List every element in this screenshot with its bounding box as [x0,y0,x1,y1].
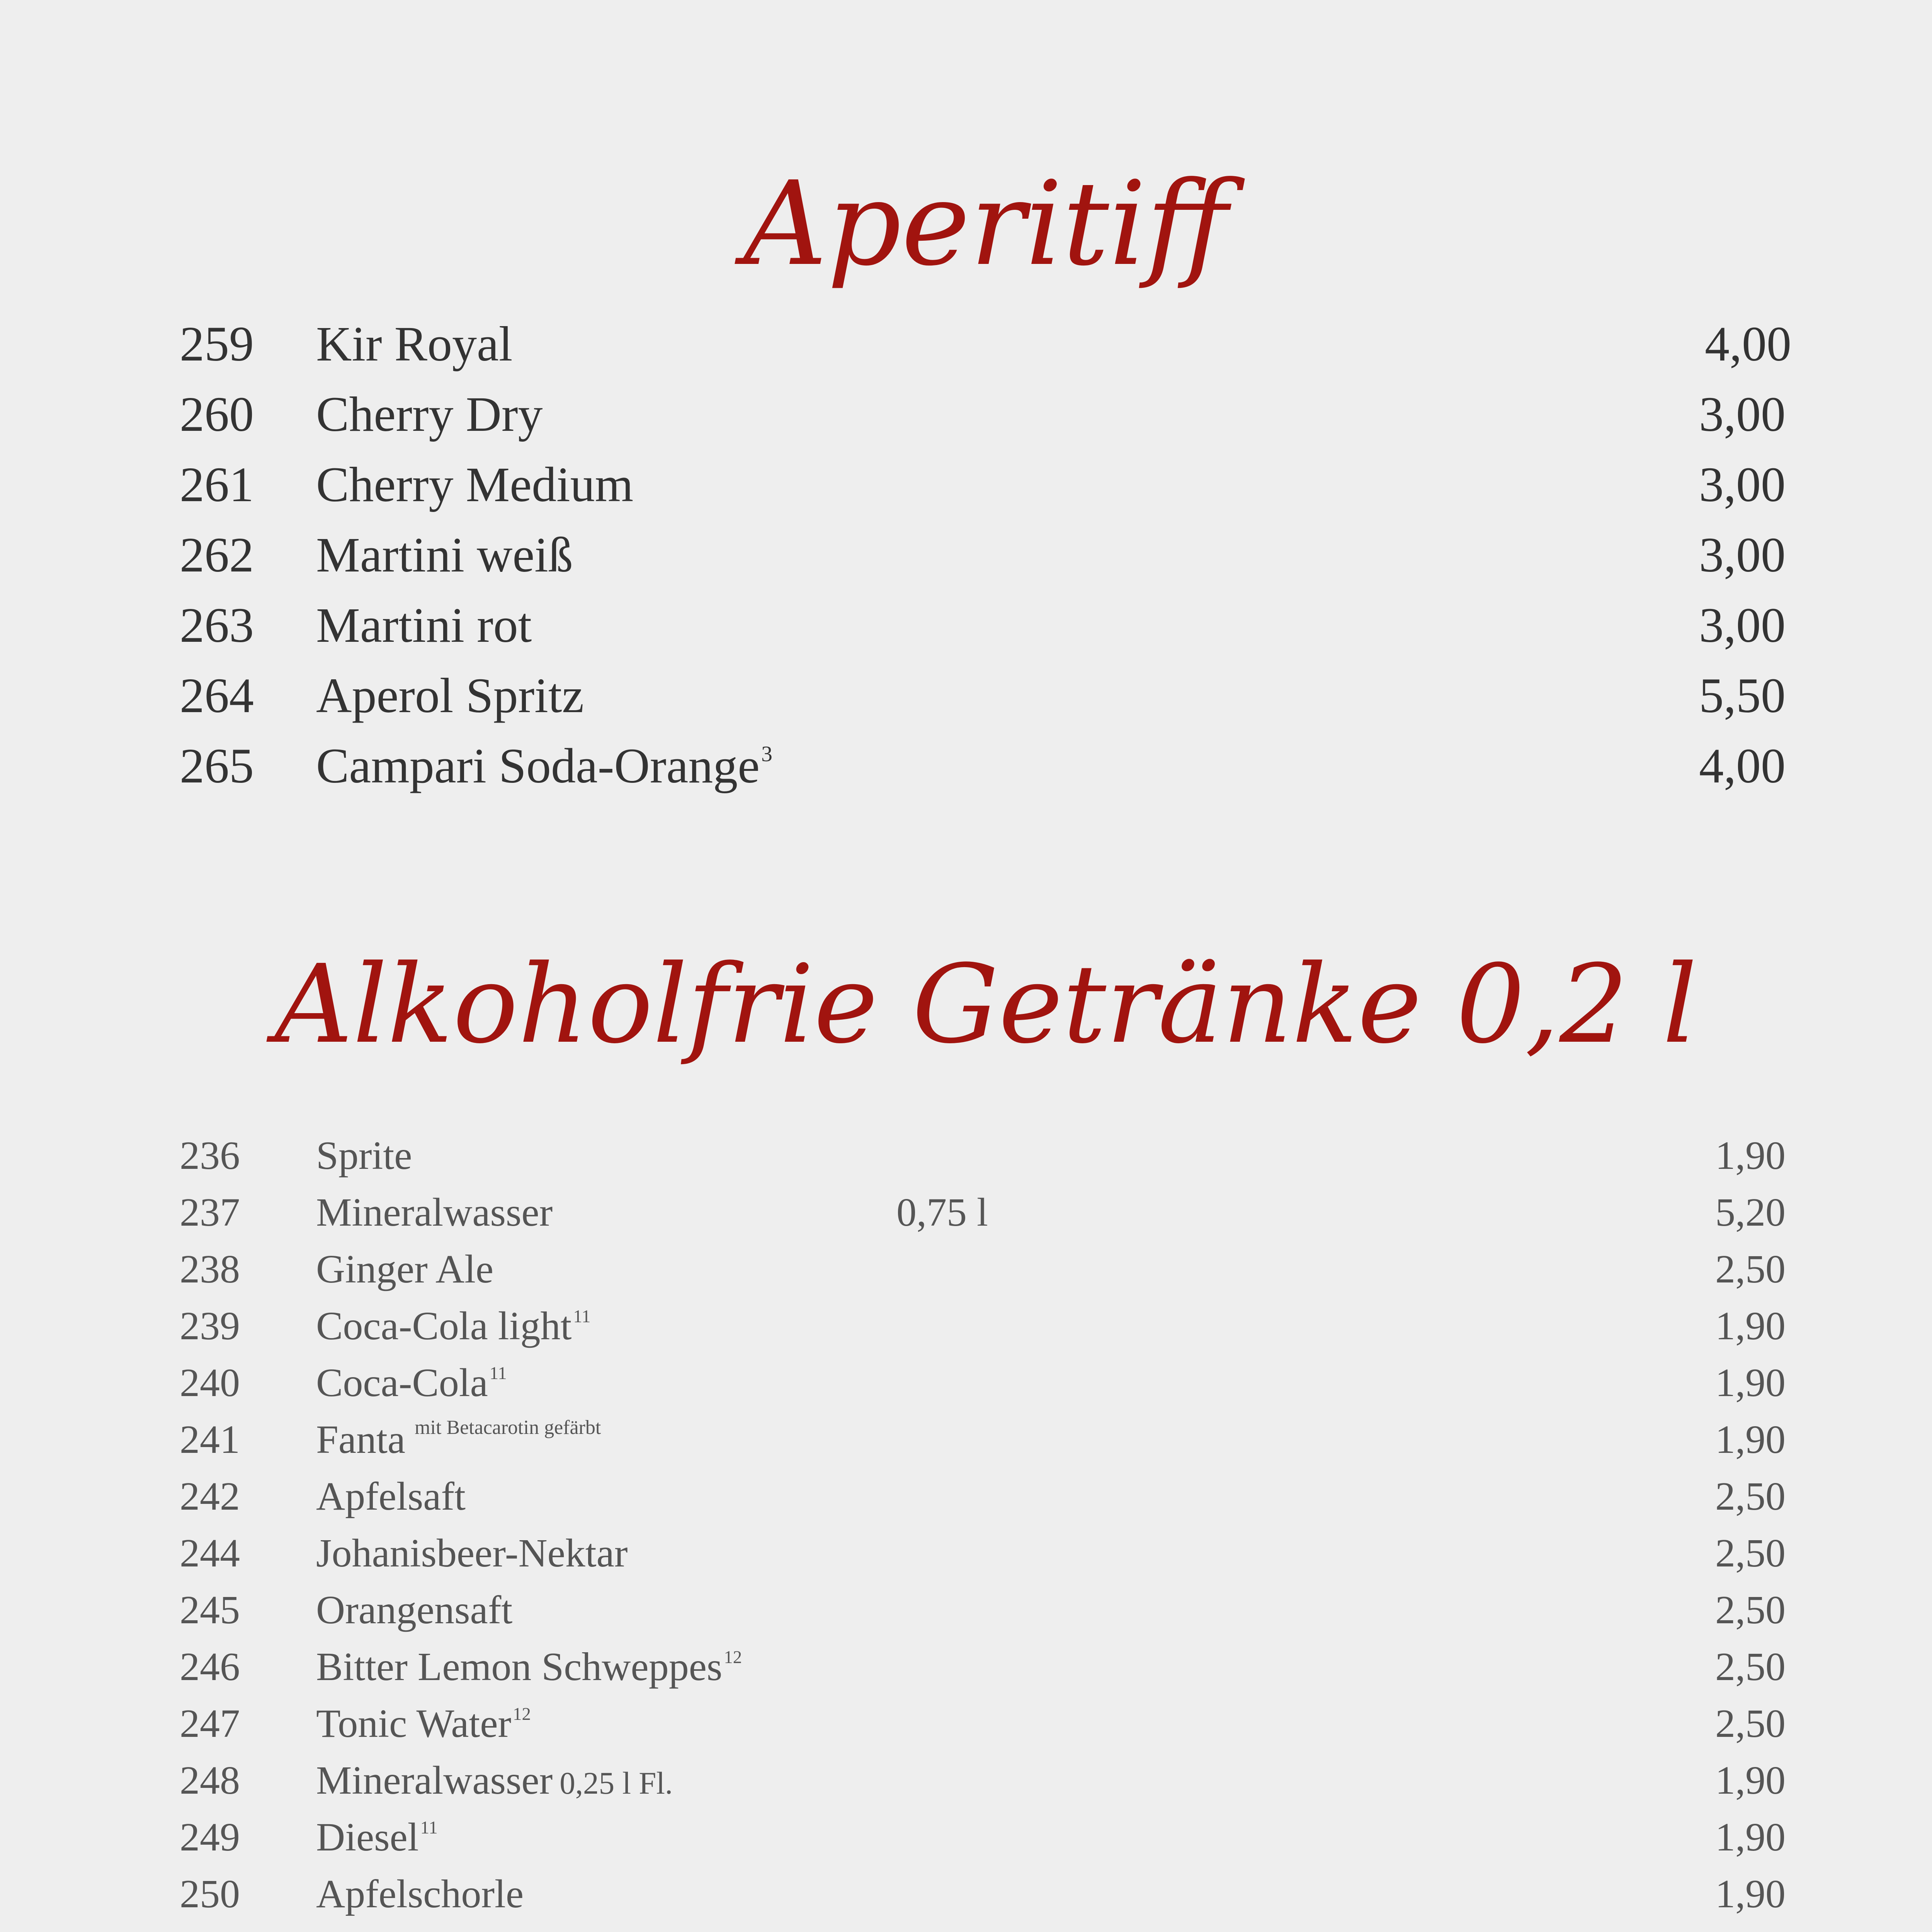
item-volume: 0,25 l Fl. [560,1766,673,1801]
additive-footnote: 3 [761,742,772,767]
item-name: Apfelsaft [316,1474,466,1519]
menu-item [0,1866,1932,1922]
item-price: 3,00 [1699,527,1786,582]
item-price: 1,90 [1715,1304,1786,1348]
item-name: Ginger Ale [316,1247,494,1291]
menu-item [0,1354,1932,1411]
item-price: 2,50 [1715,1531,1786,1575]
item-name [316,1809,438,1866]
additive-footnote: 12 [724,1647,742,1667]
menu-item [0,1241,1932,1298]
menu-item [0,520,1932,590]
menu-item [0,1127,1932,1184]
item-price: 1,90 [1715,1815,1786,1859]
item-number: 262 [180,527,254,582]
item-name: Mineralwasser [316,1190,553,1235]
item-price: 1,90 [1715,1361,1786,1405]
additive-footnote: 12 [513,1704,531,1724]
menu-item [0,661,1932,731]
item-name: Sprite [316,1133,412,1178]
item-price: 4,00 [1705,316,1791,371]
item-price: 1,90 [1715,1133,1786,1178]
menu-item [0,1184,1932,1241]
item-name [316,1638,742,1695]
menu-item [0,590,1932,661]
menu-item [0,309,1932,379]
menu-item [0,379,1932,450]
item-name [316,1298,591,1354]
item-name-text: Diesel [316,1815,419,1859]
item-name-text: Tonic Water [316,1701,512,1746]
item-number: 244 [180,1531,240,1575]
item-number: 250 [180,1872,240,1916]
menu-item [0,731,1932,801]
menu-item [0,1638,1932,1695]
menu-item [0,1752,1932,1809]
item-number: 245 [180,1588,240,1632]
item-price: 3,00 [1699,457,1786,512]
item-volume: 0,75 l [896,1190,988,1235]
item-price: 2,50 [1715,1474,1786,1519]
item-number: 239 [180,1304,240,1348]
item-number: 237 [180,1190,240,1235]
item-name-text: Fanta [316,1417,406,1462]
item-name [316,1752,673,1812]
item-price: 2,50 [1715,1247,1786,1291]
menu-item [0,1525,1932,1582]
item-name [316,731,772,801]
item-number: 260 [180,387,254,442]
item-price: 4,00 [1699,738,1786,793]
additive-footnote: 11 [420,1817,438,1838]
item-number: 261 [180,457,254,512]
item-number: 249 [180,1815,240,1859]
item-name: Kir Royal [316,316,513,371]
item-price: 2,50 [1715,1701,1786,1746]
item-name [316,1354,507,1411]
menu-item [0,1809,1932,1866]
item-name-text: Coca-Cola [316,1361,488,1405]
item-number: 263 [180,598,254,653]
item-number: 247 [180,1701,240,1746]
item-price: 2,50 [1715,1645,1786,1689]
item-name: Martini weiß [316,527,573,582]
menu-item [0,1298,1932,1354]
item-name-text: Campari Soda-Orange [316,738,760,793]
item-number: 248 [180,1758,240,1803]
item-number: 241 [180,1417,240,1462]
item-name: Cherry Dry [316,387,543,442]
item-price: 3,00 [1699,387,1786,442]
menu-item [0,1695,1932,1752]
item-number: 246 [180,1645,240,1689]
item-name [316,1411,601,1468]
item-price: 1,90 [1715,1417,1786,1462]
additive-footnote: 11 [489,1363,507,1383]
item-price: 5,20 [1715,1190,1786,1235]
item-price: 1,90 [1715,1758,1786,1803]
item-name: Aperol Spritz [316,668,584,723]
item-name: Orangensaft [316,1588,513,1632]
item-name-text: Bitter Lemon Schweppes [316,1645,723,1689]
menu-item [0,1411,1932,1468]
item-number: 265 [180,738,254,793]
menu-item [0,1468,1932,1525]
item-price: 5,50 [1699,668,1786,723]
menu-item [0,1582,1932,1638]
item-name [316,1695,531,1752]
item-name-text: Mineralwasser [316,1758,553,1803]
item-number: 238 [180,1247,240,1291]
item-name: Martini rot [316,598,532,653]
item-number: 236 [180,1133,240,1178]
item-name: Cherry Medium [316,457,634,512]
item-name-text: Coca-Cola light [316,1304,572,1348]
item-number: 264 [180,668,254,723]
item-name: Apfelschorle [316,1872,524,1916]
additive-footnote: 11 [573,1306,591,1327]
item-number: 242 [180,1474,240,1519]
item-note: mit Betacarotin gefärbt [415,1416,601,1439]
item-number: 240 [180,1361,240,1405]
section-title-alkoholfrei: Alkoholfrie Getränke 0,2 l [274,942,1697,1068]
item-price: 1,90 [1715,1872,1786,1916]
item-number: 259 [180,316,254,371]
menu-item [0,450,1932,520]
section-title-aperitiff: Aperitiff [743,156,1228,291]
item-name: Johanisbeer-Nektar [316,1531,628,1575]
item-price: 2,50 [1715,1588,1786,1632]
item-price: 3,00 [1699,598,1786,653]
